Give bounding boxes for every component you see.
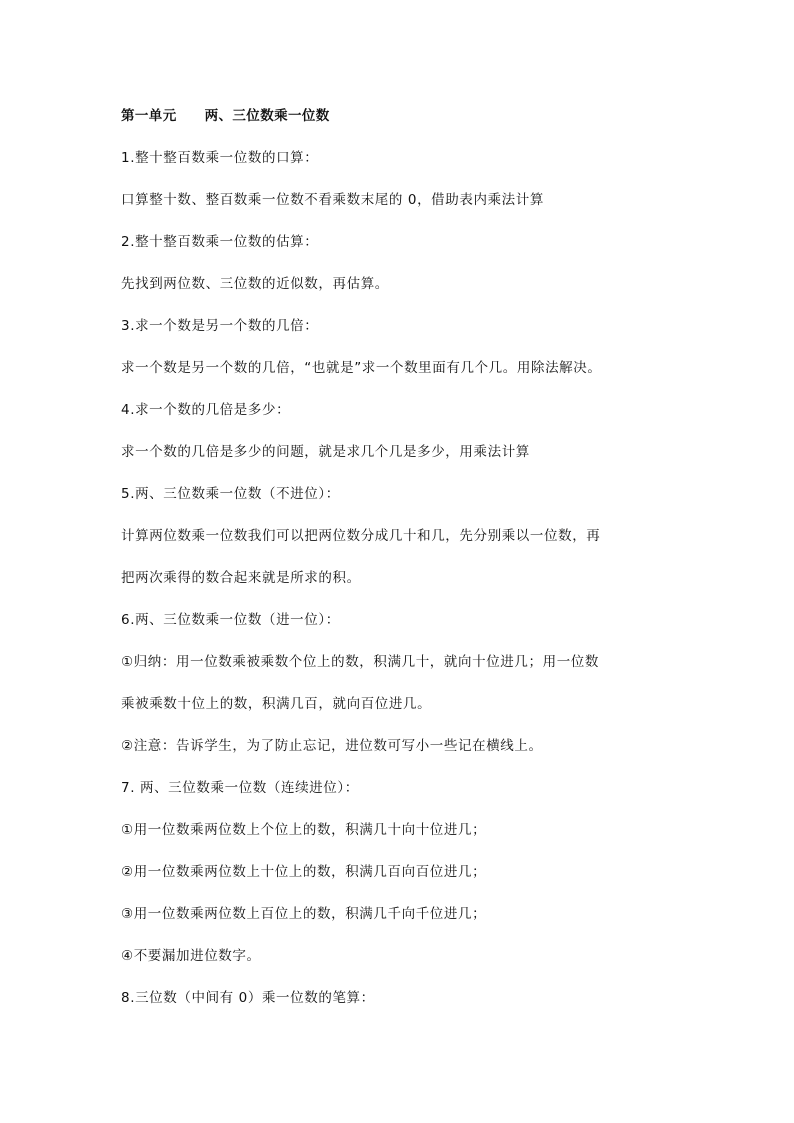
- paragraph-line: 2.整十整百数乘一位数的估算：: [121, 234, 319, 250]
- paragraph-line: 8.三位数（中间有 0）乘一位数的笔算：: [121, 990, 375, 1006]
- paragraph-line: 4.求一个数的几倍是多少：: [121, 402, 291, 418]
- paragraph-line: 乘被乘数十位上的数，积满几百，就向百位进几。: [121, 696, 432, 712]
- paragraph-line: 7. 两、三位数乘一位数（连续进位）：: [121, 780, 359, 796]
- paragraph-line: ②注意：告诉学生，为了防止忘记，进位数可写小一些记在横线上。: [121, 738, 543, 754]
- paragraph-line: 3.求一个数是另一个数的几倍：: [121, 318, 319, 334]
- document-body: [121, 102, 681, 1026]
- paragraph-line: 5.两、三位数乘一位数（不进位）：: [121, 486, 340, 502]
- paragraph-line: 求一个数的几倍是多少的问题，就是求几个几是多少，用乘法计算: [121, 444, 530, 460]
- unit-label: 第一单元: [121, 108, 177, 124]
- paragraph-line: 1.整十整百数乘一位数的口算：: [121, 150, 319, 166]
- paragraph-line: 先找到两位数、三位数的近似数，再估算。: [121, 276, 389, 292]
- paragraph-line: ①归纳：用一位数乘被乘数个位上的数，积满几十，就向十位进几；用一位数: [121, 654, 600, 670]
- paragraph-line: 求一个数是另一个数的几倍，“也就是”求一个数里面有几个几。用除法解决。: [121, 360, 602, 376]
- paragraph-line: ①用一位数乘两位数上个位上的数，积满几十向十位进几；: [121, 822, 487, 838]
- paragraph-line: 计算两位数乘一位数我们可以把两位数分成几十和几，先分别乘以一位数，再: [121, 528, 601, 544]
- unit-topic: 两、三位数乘一位数: [204, 108, 330, 124]
- paragraph-line: 6.两、三位数乘一位数（进一位）：: [121, 612, 340, 628]
- unit-title: [121, 102, 681, 144]
- paragraph-line: ③用一位数乘两位数上百位上的数，积满几千向千位进几；: [121, 906, 487, 922]
- paragraph-line: 把两次乘得的数合起来就是所求的积。: [121, 570, 361, 586]
- paragraph-line: 口算整十数、整百数乘一位数不看乘数末尾的 0，借助表内乘法计算: [121, 192, 544, 208]
- paragraph-line: ②用一位数乘两位数上十位上的数，积满几百向百位进几；: [121, 864, 487, 880]
- paragraph-line: ④不要漏加进位数字。: [121, 948, 261, 964]
